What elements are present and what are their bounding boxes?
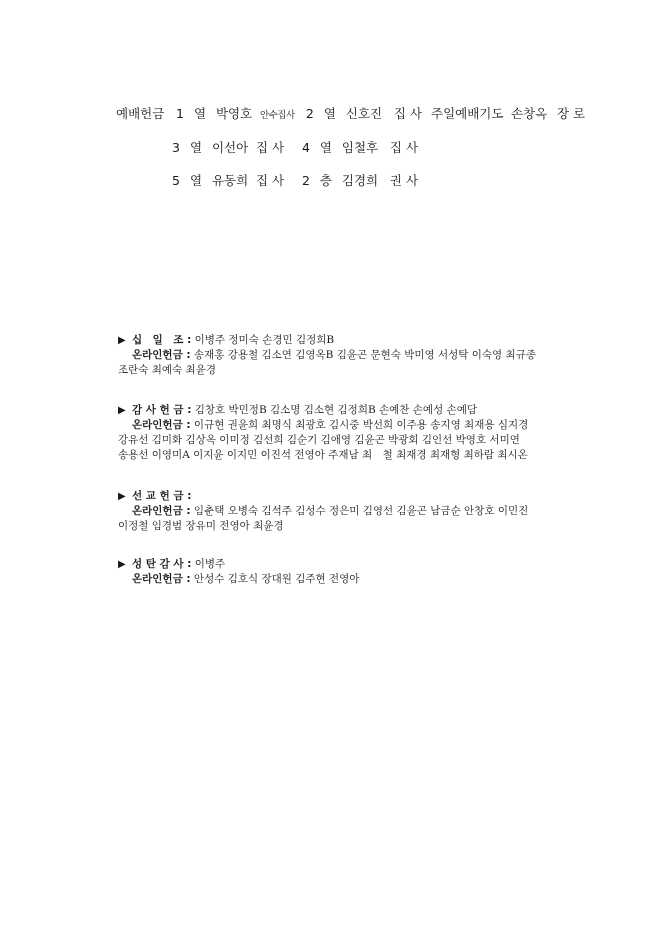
section-label: 성 탄 감 사 : <box>132 558 192 570</box>
offering-row-3 <box>172 173 418 189</box>
row-unit: 층 <box>319 173 332 188</box>
prayer-person-name: 손창옥 <box>510 106 548 121</box>
online-donors-line: 이규현 권윤희 최명식 최광호 김시중 박선희 이주용 송지영 최재용 심지경 <box>193 419 529 431</box>
person-title: 안수집사 <box>259 110 295 121</box>
mission-section <box>118 489 578 534</box>
person-name: 김경희 <box>341 173 379 188</box>
offering-label: 예배헌금 <box>116 106 165 121</box>
arrow-icon: ▶ <box>118 559 126 570</box>
row-number: 1 <box>175 106 184 121</box>
row-unit: 열 <box>323 106 336 121</box>
online-label: 온라인헌금 : <box>132 419 191 431</box>
row-number: 3 <box>172 140 180 155</box>
arrow-icon: ▶ <box>118 491 126 502</box>
prayer-assignment <box>431 106 585 122</box>
row-number: 5 <box>172 173 180 188</box>
row-unit: 열 <box>193 106 207 121</box>
donor-names: 이병주 정미숙 손경민 김정희B <box>194 334 335 346</box>
section-label: 십 일 조 : <box>132 334 192 346</box>
person-title: 권 사 <box>389 173 419 188</box>
online-label: 온라인헌금 : <box>132 505 191 517</box>
donor-names: 김창호 박민정B 김소명 김소현 김정희B 손예찬 손예성 손예담 <box>194 404 477 416</box>
row-unit: 열 <box>319 140 332 155</box>
online-donors-line: 임춘택 오병숙 김석주 김성수 정은미 김영선 김윤곤 남금순 안창호 이민진 <box>193 505 529 517</box>
online-donors-line: 송재홍 강용철 김소연 김영옥B 김윤곤 문현숙 박미영 서성탁 이숙영 최규종 <box>193 349 536 361</box>
person-name: 임철후 <box>341 140 379 155</box>
person-title: 집 사 <box>389 140 419 155</box>
online-label: 온라인헌금 : <box>132 349 191 361</box>
row-unit: 열 <box>189 173 203 188</box>
row-unit: 열 <box>189 140 203 155</box>
tithe-section <box>118 333 578 378</box>
online-donors-line: 송용선 이영미A 이지윤 이지민 이진석 전영아 주재남 최 철 최재경 최재형 최하람 최시온 <box>118 449 528 461</box>
section-label: 선 교 헌 금 : <box>132 490 192 502</box>
section-label: 감 사 헌 금 : <box>132 404 192 416</box>
prayer-person-title: 장 로 <box>556 106 586 121</box>
arrow-icon: ▶ <box>118 335 126 346</box>
offering-row-2 <box>172 140 418 156</box>
row-number: 2 <box>301 173 310 188</box>
thanksgiving-section <box>118 403 578 463</box>
person-name: 박영호 <box>215 106 253 121</box>
person-title: 집 사 <box>255 140 285 155</box>
arrow-icon: ▶ <box>118 405 126 416</box>
donor-names: 이병주 <box>194 558 226 570</box>
online-donors-line: 조란숙 최예숙 최윤경 <box>118 364 216 376</box>
offering-row-1 <box>116 106 422 124</box>
online-donors-line: 이정철 임경범 장유미 전영아 최윤경 <box>118 520 284 532</box>
online-donors-line: 강유선 김미화 김상옥 이미정 김선희 김순기 김애영 김윤곤 박광회 김인선 박영호 서미연 <box>118 434 520 446</box>
person-name: 유동희 <box>211 173 249 188</box>
person-name: 신호진 <box>345 106 383 121</box>
prayer-label: 주일예배기도 <box>431 106 504 121</box>
row-number: 4 <box>301 140 310 155</box>
online-label: 온라인헌금 : <box>132 573 191 585</box>
person-title: 집 사 <box>393 106 422 121</box>
person-title: 집 사 <box>255 173 285 188</box>
person-name: 이선아 <box>211 140 249 155</box>
online-donors-line: 안성수 김호식 장대원 김주현 전영아 <box>193 573 360 585</box>
christmas-section <box>118 557 578 587</box>
row-number: 2 <box>305 106 314 121</box>
